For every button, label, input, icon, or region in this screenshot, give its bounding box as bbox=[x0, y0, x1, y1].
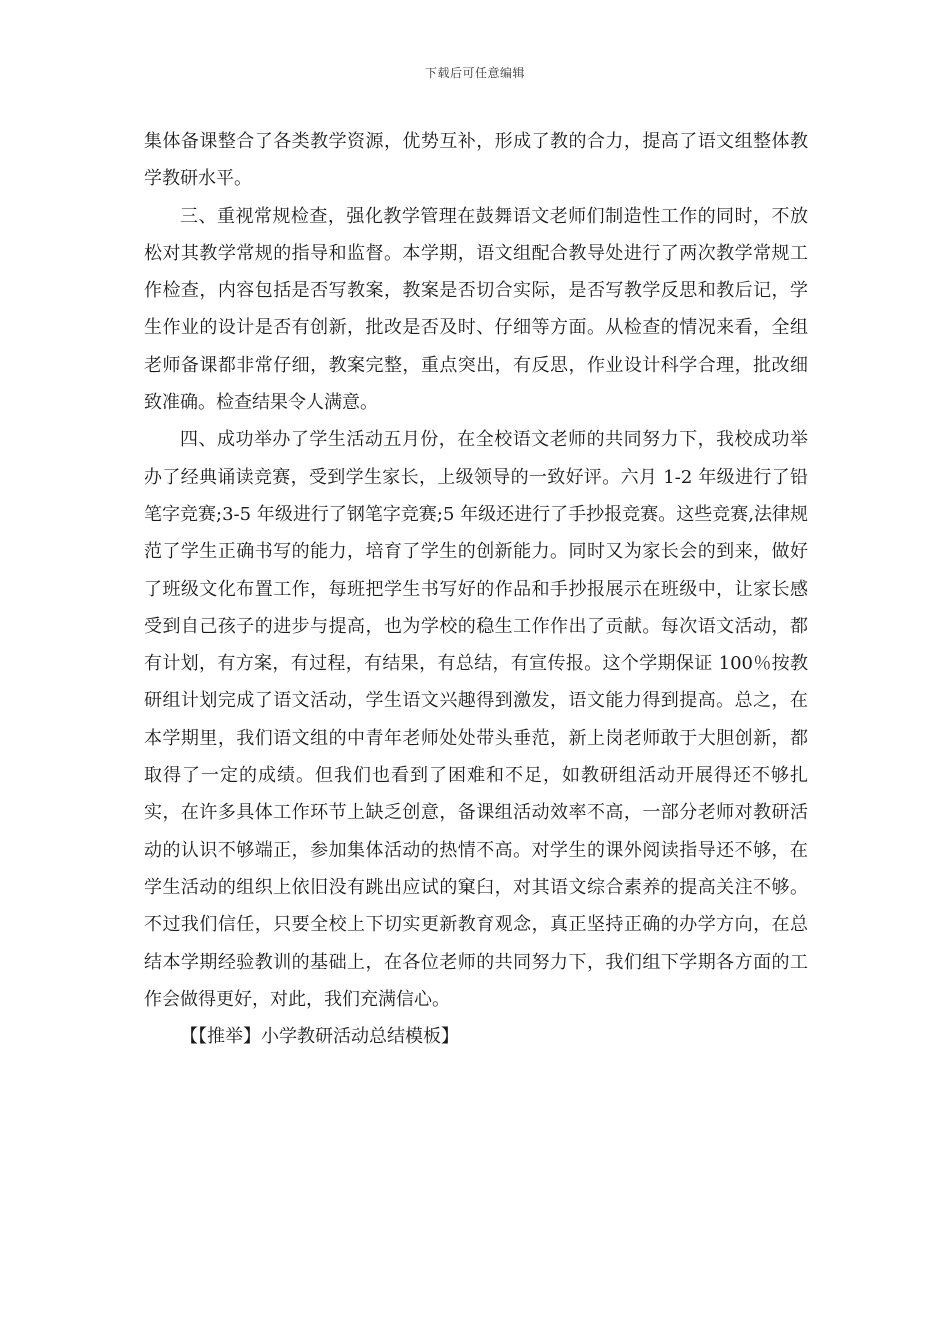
page-header: 下载后可任意编辑 bbox=[424, 66, 525, 80]
paragraph-section-four: 四、成功举办了学生活动五月份，在全校语文老师的共同努力下，我校成功举办了经典诵读竞赛，受到学生家长，上级领导的一致好评。六月 1-2 年级进行了铅笔字竞赛;3-5 年级进行了钢笔字竞赛;5 年级还进行了手抄报竞赛。这些竞赛,法律规范了学生正确书写的能力，培育了学生的创新能力。同时又为家长会的到来，做好了班级文化布置工作，每班把学生书写好的作品和手抄报展示在班级中，让家长感受到自己孩子的进步与提高，也为学校的稳生工作作出了贡献。每次语文活动，都有计划，有方案，有过程，有结果，有总结，有宣传报。这个学期保证 100％按教研组计划完成了语文活动，学生语文兴趣得到激发，语文能力得到提高。总之，在本学期里，我们语文组的中青年老师处处带头垂范，新上岗老师敢于大胆创新，都取得了一定的成绩。但我们也看到了困难和不足，如教研组活动开展得还不够扎实，在许多具体工作环节上缺乏创意，备课组活动效率不高，一部分老师对教研活动的认识不够端正，参加集体活动的热情不高。对学生的课外阅读指导还不够，在学生活动的组织上依旧没有跳出应试的窠臼，对其语文综合素养的提高关注不够。不过我们信任，只要全校上下切实更新教育观念，真正坚持正确的办学方向，在总结本学期经验教训的基础上，在各位老师的共同努力下，我们组下学期各方面的工作会做得更好，对此，我们充满信心。 bbox=[144, 429, 808, 1010]
paragraph-template-title: 【【推举】小学教研活动总结模板】 bbox=[180, 1026, 459, 1048]
paragraph-continuation: 集体备课整合了各类教学资源，优势互补，形成了教的合力，提高了语文组整体教学教研水平。 bbox=[144, 131, 808, 190]
paragraph-section-three: 三、重视常规检查，强化教学管理在鼓舞语文老师们制造性工作的同时，不放松对其教学常规的指导和监督。本学期，语文组配合教导处进行了两次教学常规工作检查，内容包括是否写教案，教案是否切合实际，是否写教学反思和教后记，学生作业的设计是否有创新，批改是否及时、仔细等方面。从检查的情况来看，全组老师备课都非常仔细，教案完整，重点突出，有反思，作业设计科学合理，批改细致准确。检查结果令人满意。 bbox=[144, 205, 808, 414]
document-body bbox=[144, 123, 808, 1055]
